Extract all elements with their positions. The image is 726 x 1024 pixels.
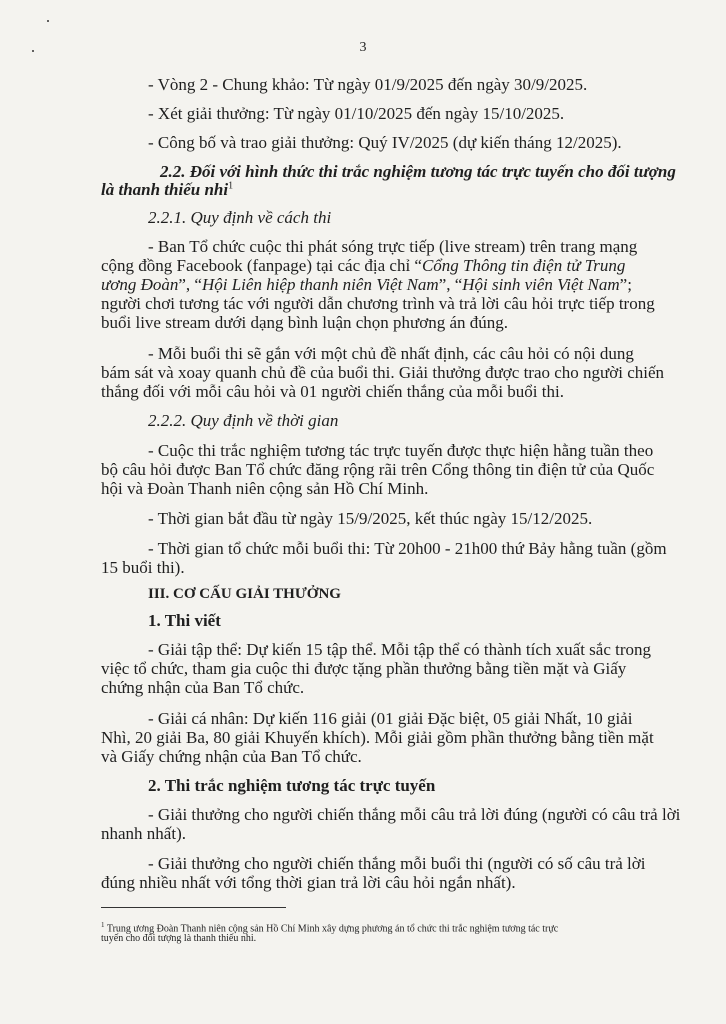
schedule-round-2: - Vòng 2 - Chung khảo: Từ ngày 01/9/2025 đến ngày 30/9/2025. (148, 75, 588, 94)
page-number: 3 (359, 40, 367, 55)
paragraph-line: hội và Đoàn Thanh niên cộng sản Hồ Chí Minh. (101, 479, 429, 498)
text-run: ”, “ (438, 275, 463, 294)
paragraph-line: việc tổ chức, tham gia cuộc thi được tặng phần thưởng bằng tiền mặt và Giấy (101, 659, 627, 678)
paragraph-line: - Giải cá nhân: Dự kiến 116 giải (01 giải Đặc biệt, 05 giải Nhất, 10 giải (148, 709, 633, 728)
paragraph-line: 15 buổi thi). (101, 558, 185, 577)
paragraph-line (101, 256, 625, 276)
paragraph-line: - Giải thưởng cho người chiến thắng mỗi câu trả lời đúng (người có câu trả lời (148, 805, 681, 824)
text-run: ”; (619, 275, 632, 294)
paragraph-line: - Cuộc thi trắc nghiệm tương tác trực tuyến được thực hiện hằng tuần theo (148, 441, 654, 460)
paragraph-line: - Mỗi buổi thi sẽ gắn với một chủ đề nhất định, các câu hỏi có nội dung (148, 344, 634, 363)
footnote-divider (101, 907, 286, 908)
section-heading-III: III. CƠ CẤU GIẢI THƯỞNG (148, 586, 341, 602)
paragraph-line: - Giải tập thể: Dự kiến 15 tập thể. Mỗi tập thể có thành tích xuất sắc trong (148, 640, 652, 659)
heading-written-contest: 1. Thi viết (148, 611, 221, 630)
text-run-italic: Cổng Thông tin điện tử Trung (421, 256, 626, 275)
footnote-text: Trung ương Đoàn Thanh niên cộng sản Hồ Chí Minh xây dựng phương án tổ chức thi trắc nghiệm tương tác trực (104, 923, 559, 935)
section-heading-2-2: 2.2. Đối với hình thức thi trắc nghiệm tương tác trực tuyến cho đối tượng (160, 162, 676, 181)
paragraph-line: bộ câu hỏi được Ban Tổ chức đăng rộng rãi trên Cổng thông tin điện tử của Quốc (101, 460, 655, 479)
paragraph-line: đúng nhiều nhất với tổng thời gian trả lời câu hỏi ngắn nhất). (101, 873, 516, 892)
paragraph-line: bám sát và xoay quanh chủ đề của buổi thi. Giải thưởng được trao cho người chiến (101, 363, 665, 382)
text-run-italic: Hội Liên hiệp thanh niên Việt Nam (201, 275, 439, 294)
text-run: cộng đồng Facebook (fanpage) tại các địa chỉ “ (101, 256, 422, 275)
text-run-italic: ương Đoàn (101, 275, 179, 294)
heading-text: là thanh thiếu nhi (101, 180, 229, 199)
footnote-line: tuyến cho đối tượng là thanh thiếu nhi. (101, 933, 257, 944)
paragraph-line: - Ban Tổ chức cuộc thi phát sóng trực tiếp (live stream) trên trang mạng (148, 237, 638, 256)
subsection-2-2-2: 2.2.2. Quy định về thời gian (148, 411, 339, 430)
text-run-italic: Hội sinh viên Việt Nam (462, 275, 620, 294)
paragraph-line: Nhì, 20 giải Ba, 80 giải Khuyến khích). Mỗi giải gồm phần thưởng bằng tiền mặt (101, 728, 654, 747)
paragraph-line: - Thời gian tổ chức mỗi buổi thi: Từ 20h00 - 21h00 thứ Bảy hằng tuần (gồm (148, 539, 667, 558)
footnote-marker: 1 (101, 921, 105, 929)
section-heading-2-2-cont (101, 180, 233, 200)
paragraph-line: - Giải thưởng cho người chiến thắng mỗi buổi thi (người có số câu trả lời (148, 854, 646, 873)
schedule-review: - Xét giải thưởng: Từ ngày 01/10/2025 đến ngày 15/10/2025. (148, 104, 565, 123)
paragraph-line: thắng đối với mỗi câu hỏi và 01 người chiến thắng của mỗi buổi thi. (101, 382, 564, 401)
subsection-2-2-1: 2.2.1. Quy định về cách thi (148, 208, 332, 227)
paragraph-line (101, 275, 632, 295)
footnote-ref: 1 (228, 180, 234, 192)
scan-speck (47, 20, 49, 22)
paragraph-line: buổi live stream dưới dạng bình luận chọn phương án đúng. (101, 313, 509, 332)
heading-online-quiz: 2. Thi trắc nghiệm tương tác trực tuyến (148, 776, 436, 795)
paragraph-line: người chơi tương tác với người dẫn chương trình và trả lời câu hỏi trực tiếp trong (101, 294, 655, 313)
paragraph-line: nhanh nhất). (101, 824, 186, 843)
schedule-award: - Công bố và trao giải thưởng: Quý IV/2025 (dự kiến tháng 12/2025). (148, 133, 622, 152)
paragraph-line: chứng nhận của Ban Tổ chức. (101, 678, 305, 697)
paragraph-line: - Thời gian bắt đầu từ ngày 15/9/2025, kết thúc ngày 15/12/2025. (148, 509, 593, 528)
paragraph-line: và Giấy chứng nhận của Ban Tổ chức. (101, 747, 362, 766)
text-run: ”, “ (178, 275, 202, 294)
